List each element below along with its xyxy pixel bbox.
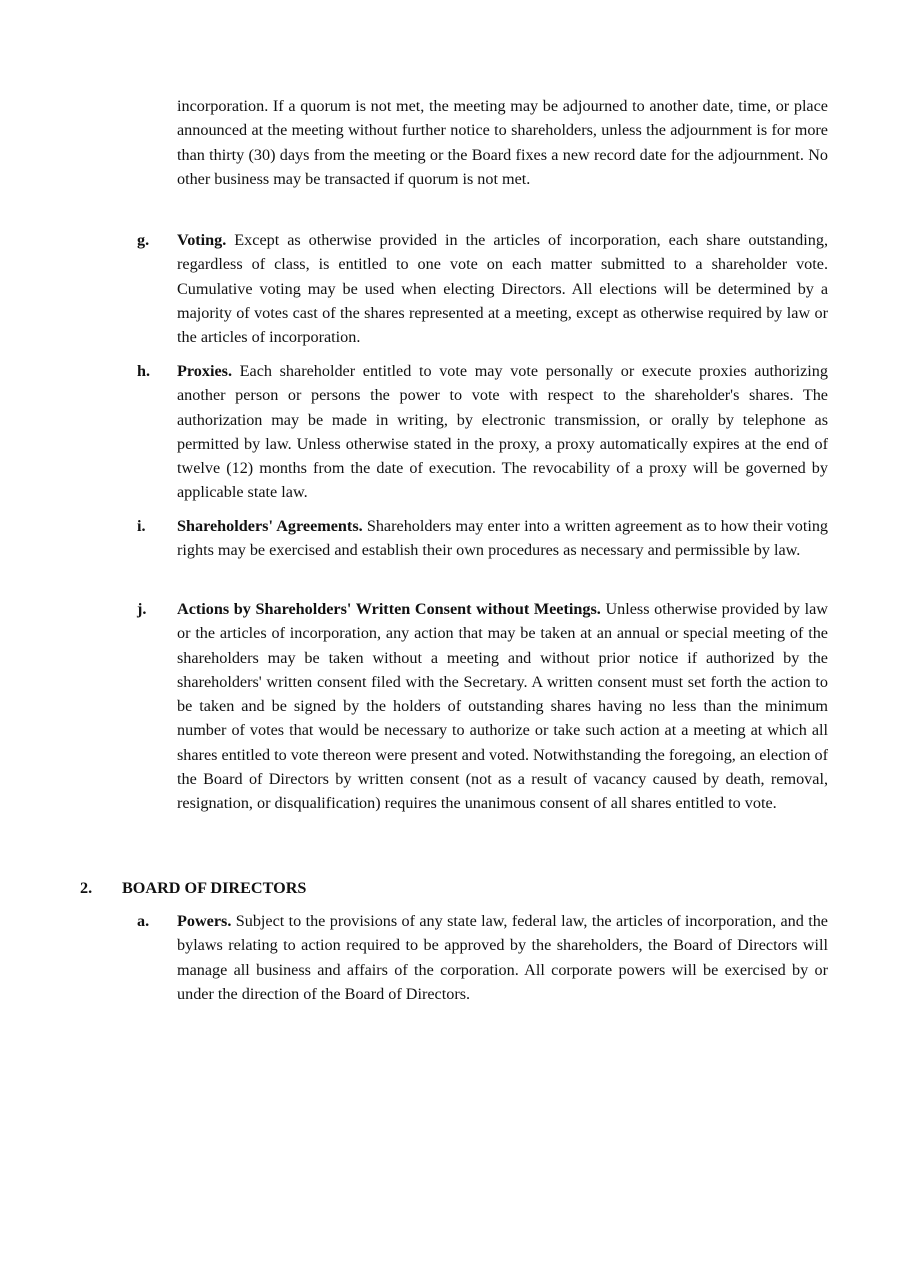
item-heading: Powers. bbox=[177, 912, 232, 930]
item-text: Except as otherwise provided in the articles of incorporation, each share outstanding, regardless of class, is entitled to one vote on each matter submitted to a shareholder vote. Cumulative voting may be used when electing Directors. All elections will be determined by a majority of votes cast of the shares represented at a meeting, except as otherwise required by law or the articles of incorporation. bbox=[177, 231, 828, 347]
item-heading: Proxies. bbox=[177, 362, 232, 380]
item-body bbox=[177, 597, 828, 816]
section-title: BOARD OF DIRECTORS bbox=[122, 879, 307, 897]
item-heading: Actions by Shareholders' Written Consent without Meetings. bbox=[177, 600, 601, 618]
item-text: Each shareholder entitled to vote may vote personally or execute proxies authorizing another person or persons the power to vote with respect to the shareholder's shares. The authorization may be made in writing, by electronic transmission, or orally by telephone as permitted by law. Unless otherwise stated in the proxy, a proxy automatically expires at the end of twelve (12) months from the date of execution. The revocability of a proxy will be governed by applicable state law. bbox=[177, 362, 828, 502]
item-marker: a. bbox=[137, 912, 150, 930]
item-body bbox=[177, 359, 828, 505]
item-body bbox=[177, 514, 828, 563]
item-body bbox=[177, 909, 828, 1006]
item-text: Shareholders may enter into a written agreement as to how their voting rights may be exercised and establish their own procedures as necessary and permissible by law. bbox=[177, 517, 829, 560]
item-marker: j. bbox=[137, 600, 147, 618]
item-text: Unless otherwise provided by law or the articles of incorporation, any action that may be taken at an annual or special meeting of the shareholders may be taken without a meeting and without prior notice if authorized by the shareholders' written consent filed with the Secretary. A written consent must set forth the action to be taken and be signed by the holders of outstanding shares having no less than the minimum number of votes that would be necessary to authorize or take such action at a meeting at which all shares entitled to vote thereon were present and voted. Notwithstanding the foregoing, an election of the Board of Directors by written consent (not as a result of vacancy caused by death, removal, resignation, or disqualification) requires the unanimous consent of all shares entitled to vote. bbox=[177, 600, 828, 813]
item-marker: h. bbox=[137, 362, 151, 380]
item-marker: i. bbox=[137, 517, 146, 535]
continuation-paragraph: incorporation. If a quorum is not met, the meeting may be adjourned to another date, time, or place announced at the meeting without further notice to shareholders, unless the adjournment is for more than thirty (30) days from the meeting or the Board fixes a new record date for the adjournment. No other business may be transacted if quorum is not met. bbox=[177, 97, 828, 188]
item-heading: Shareholders' Agreements. bbox=[177, 517, 363, 535]
section-number: 2. bbox=[80, 879, 93, 897]
item-heading: Voting. bbox=[177, 231, 227, 249]
item-body bbox=[177, 228, 828, 349]
item-marker: g. bbox=[137, 231, 150, 249]
item-text: Subject to the provisions of any state law, federal law, the articles of incorporation, and the bylaws relating to action required to be approved by the shareholders, the Board of Directors will manage all business and affairs of the corporation. All corporate powers will be exercised by or under the direction of the Board of Directors. bbox=[177, 912, 828, 1003]
